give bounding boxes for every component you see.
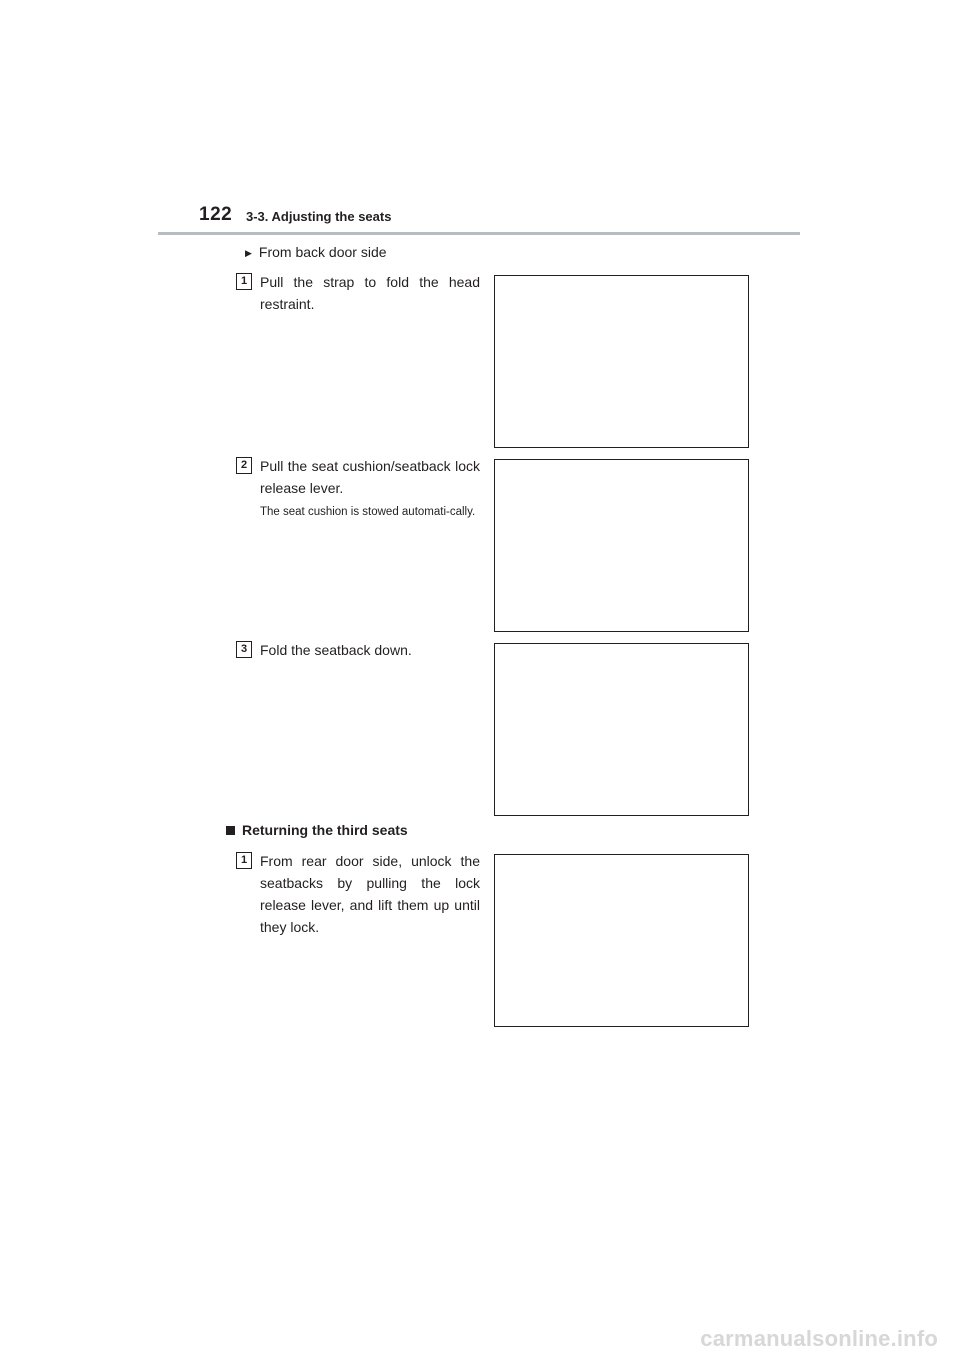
illustration-figure bbox=[494, 643, 749, 816]
square-bullet-icon bbox=[226, 826, 235, 835]
step-note: The seat cushion is stowed automati-cally. bbox=[260, 506, 476, 518]
section-heading-text: Returning the third seats bbox=[242, 822, 408, 838]
step-number-badge: 1 bbox=[236, 273, 252, 290]
step-text: Fold the seatback down. bbox=[260, 642, 412, 658]
subhead-text: From back door side bbox=[258, 244, 387, 260]
watermark: carmanualsonline.info bbox=[700, 1326, 938, 1351]
step-text: From rear door side, unlock the seatbacks by pulling the lock release lever, and lift them up until they lock. bbox=[260, 853, 480, 935]
section-title: 3-3. Adjusting the seats bbox=[246, 209, 392, 224]
step-text: Pull the strap to fold the head restraint. bbox=[260, 274, 480, 312]
section-heading bbox=[226, 822, 408, 838]
step-number-badge: 3 bbox=[236, 641, 252, 658]
page-number: 122 bbox=[199, 204, 233, 225]
header-divider bbox=[158, 232, 800, 235]
illustration-figure bbox=[494, 459, 749, 632]
triangle-right-icon: ▶ bbox=[245, 248, 252, 258]
step-number-badge: 2 bbox=[236, 457, 252, 474]
step-text: Pull the seat cushion/seatback lock release lever. bbox=[260, 458, 480, 496]
step-number-badge: 1 bbox=[236, 852, 252, 869]
illustration-figure bbox=[494, 275, 749, 448]
illustration-figure bbox=[494, 854, 749, 1027]
subhead bbox=[245, 244, 387, 260]
